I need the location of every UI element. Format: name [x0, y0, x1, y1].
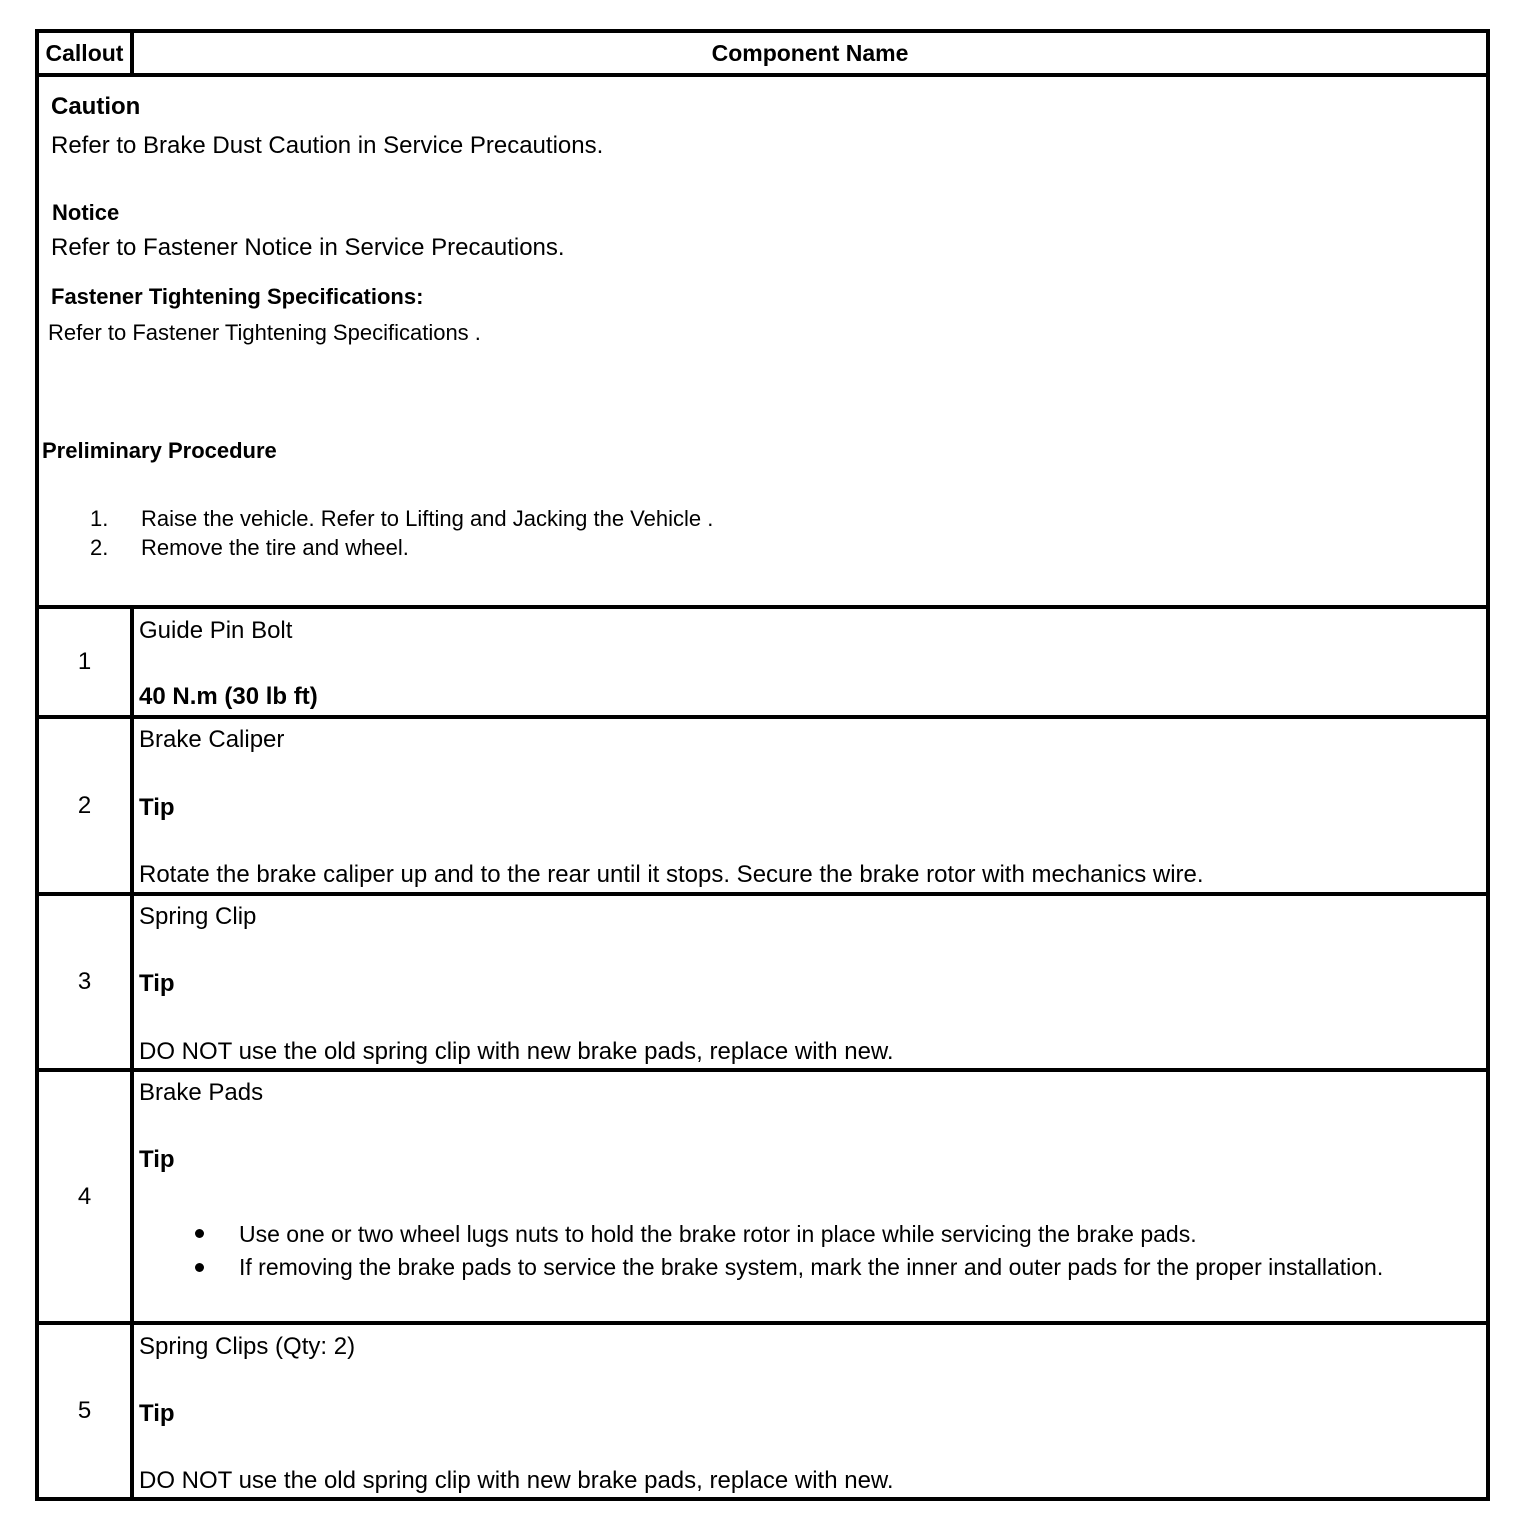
- tip-text: DO NOT use the old spring clip with new brake pads, replace with new.: [139, 1038, 894, 1065]
- fastener-title: Fastener Tightening Specifications:: [51, 284, 424, 309]
- caution-text: Refer to Brake Dust Caution in Service Precautions.: [51, 132, 604, 159]
- tip-bullet-text: If removing the brake pads to service the brake system, mark the inner and outer pads for the proper installation.: [239, 1254, 1384, 1280]
- bullet-icon: [195, 1263, 204, 1272]
- header-component-name: Component Name: [711, 40, 909, 66]
- tip-label: Tip: [139, 970, 175, 997]
- caution-title: Caution: [51, 93, 141, 120]
- table-row: [39, 605, 1486, 715]
- tip-text: Rotate the brake caliper up and to the rear until it stops. Secure the brake rotor with mechanics wire.: [139, 861, 1204, 888]
- callout-number: 1: [39, 609, 134, 715]
- component-name: Spring Clip: [139, 903, 257, 930]
- bullet-icon: [195, 1229, 204, 1238]
- table-row: [39, 715, 1486, 892]
- tip-bullet-text: Use one or two wheel lugs nuts to hold the brake rotor in place while servicing the brake pads.: [239, 1221, 1197, 1247]
- notice-title: Notice: [52, 200, 120, 225]
- table-row: [39, 1068, 1486, 1321]
- tip-label: Tip: [139, 794, 175, 821]
- callout-number: 5: [39, 1325, 134, 1497]
- component-name: Spring Clips (Qty: 2): [139, 1333, 356, 1360]
- torque-spec: 40 N.m (30 lb ft): [139, 683, 318, 710]
- table-row: [39, 1321, 1486, 1497]
- table-header: [39, 33, 1486, 77]
- fastener-text: Refer to Fastener Tightening Specifications .: [48, 320, 481, 345]
- tip-label: Tip: [139, 1146, 175, 1173]
- intro-section: [39, 77, 1486, 611]
- component-name: Brake Pads: [139, 1079, 264, 1106]
- callout-number: 4: [39, 1072, 134, 1321]
- step-text: Remove the tire and wheel.: [141, 535, 409, 560]
- tip-label: Tip: [139, 1400, 175, 1427]
- step-text: Raise the vehicle. Refer to Lifting and Jacking the Vehicle .: [141, 506, 714, 531]
- step-number: 1.: [90, 506, 109, 531]
- component-name: Brake Caliper: [139, 726, 285, 753]
- component-name: Guide Pin Bolt: [139, 617, 293, 644]
- tip-text: DO NOT use the old spring clip with new brake pads, replace with new.: [139, 1467, 894, 1494]
- step-number: 2.: [90, 535, 109, 560]
- table-row: [39, 892, 1486, 1068]
- components-table: [35, 29, 1490, 1501]
- callout-number: 3: [39, 896, 134, 1068]
- header-callout: Callout: [39, 33, 134, 73]
- preliminary-title: Preliminary Procedure: [42, 438, 277, 463]
- notice-text: Refer to Fastener Notice in Service Precautions.: [51, 234, 565, 261]
- callout-number: 2: [39, 719, 134, 892]
